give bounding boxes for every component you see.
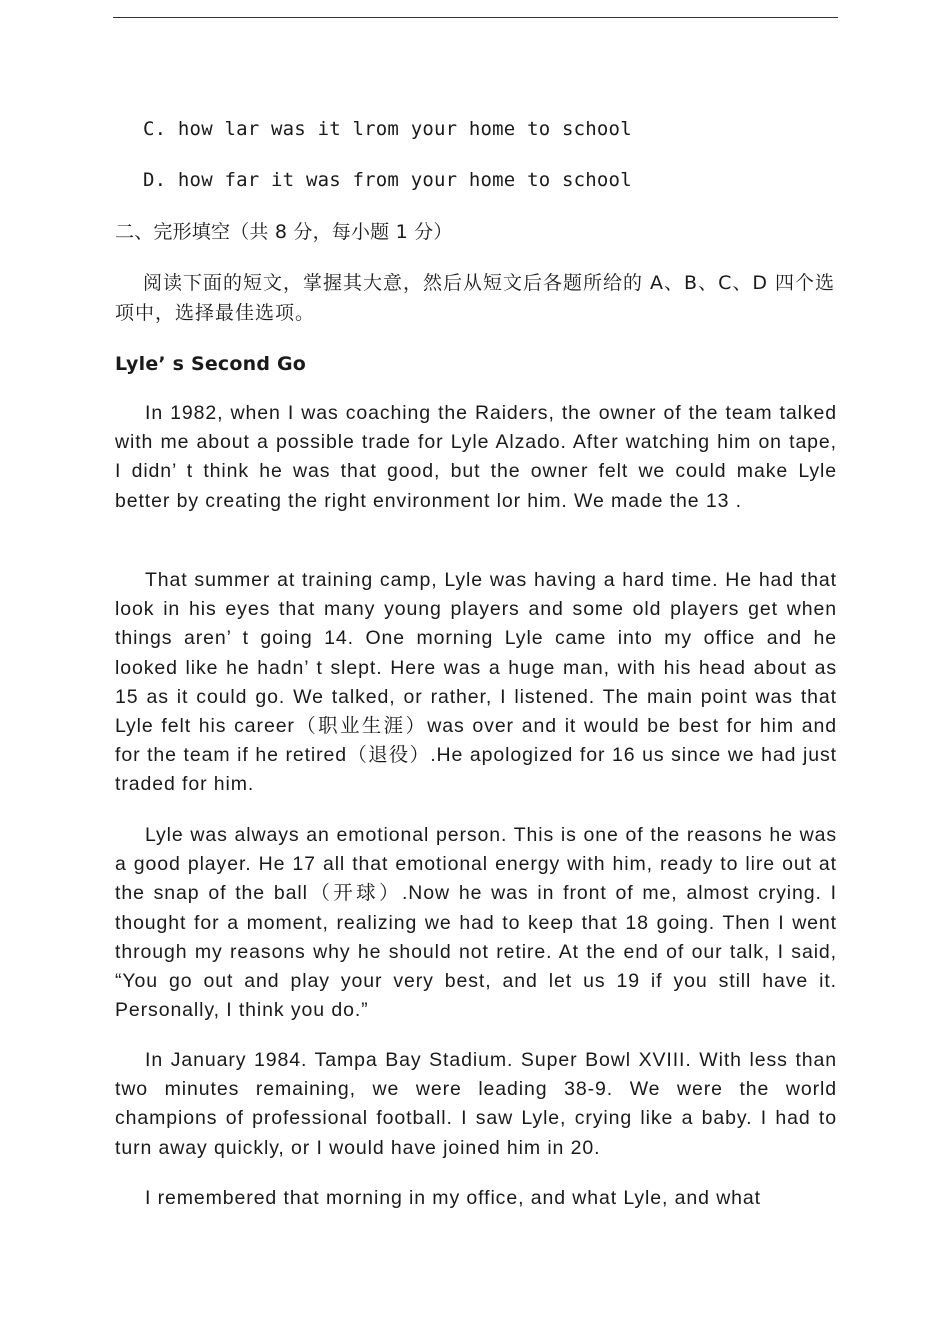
passage-paragraph-4: In January 1984. Tampa Bay Stadium. Super Bowl XVIII. With less than two minutes remaining, we were leading 38-9. We were the world champions of professional football. I saw Lyle, crying like a baby. I had to turn away quickly, or I would have joined him in 20. <box>115 1049 837 1159</box>
option-c: C. how lar was it lrom your home to school <box>143 118 632 140</box>
section-title: 二、完形填空（共 8 分，每小题 1 分） <box>115 221 453 243</box>
passage-paragraph-5: I remembered that morning in my office, and what Lyle, and what <box>145 1187 761 1209</box>
passage-paragraph-2: That summer at training camp, Lyle was having a hard time. He had that look in his eyes that many young players and some old players get when things aren’ t going 14. One morning Lyle came into my office and he looked like he hadn’ t slept. Here was a huge man, with his head about as 15 as it could go. We talked, or rather, I listened. The main point was that Lyle felt his career（职业生涯）was over and it would be best for him and for the team if he retired（退役）.He apologized for 16 us since we had just traded for him. <box>115 569 837 796</box>
passage-paragraph-3: Lyle was always an emotional person. This is one of the reasons he was a good player. He 17 all that emotional energy with him, ready to lire out at the snap of the ball（开球）.Now he was in front of me, almost crying. I thought for a moment, realizing we had to keep that 18 going. Then I went through my reasons why he should not retire. At the end of our talk, I said, “You go out and play your very best, and let us 19 if you still have it. Personally, I think you do.” <box>115 824 837 1022</box>
header-rule <box>113 17 838 18</box>
passage-paragraph-1: In 1982, when I was coaching the Raiders, the owner of the team talked with me about a possible trade for Lyle Alzado. After watching him on tape, I didn’ t think he was that good, but the owner felt we could make Lyle better by creating the right environment lor him. We made the 13 . <box>115 402 837 512</box>
passage-title: Lyle’ s Second Go <box>115 353 307 375</box>
section-instruction: 阅读下面的短文，掌握其大意，然后从短文后各题所给的 A、B、C、D 四个选项中，选择最佳选项。 <box>115 272 836 324</box>
option-d: D. how far it was from your home to school <box>143 169 632 191</box>
